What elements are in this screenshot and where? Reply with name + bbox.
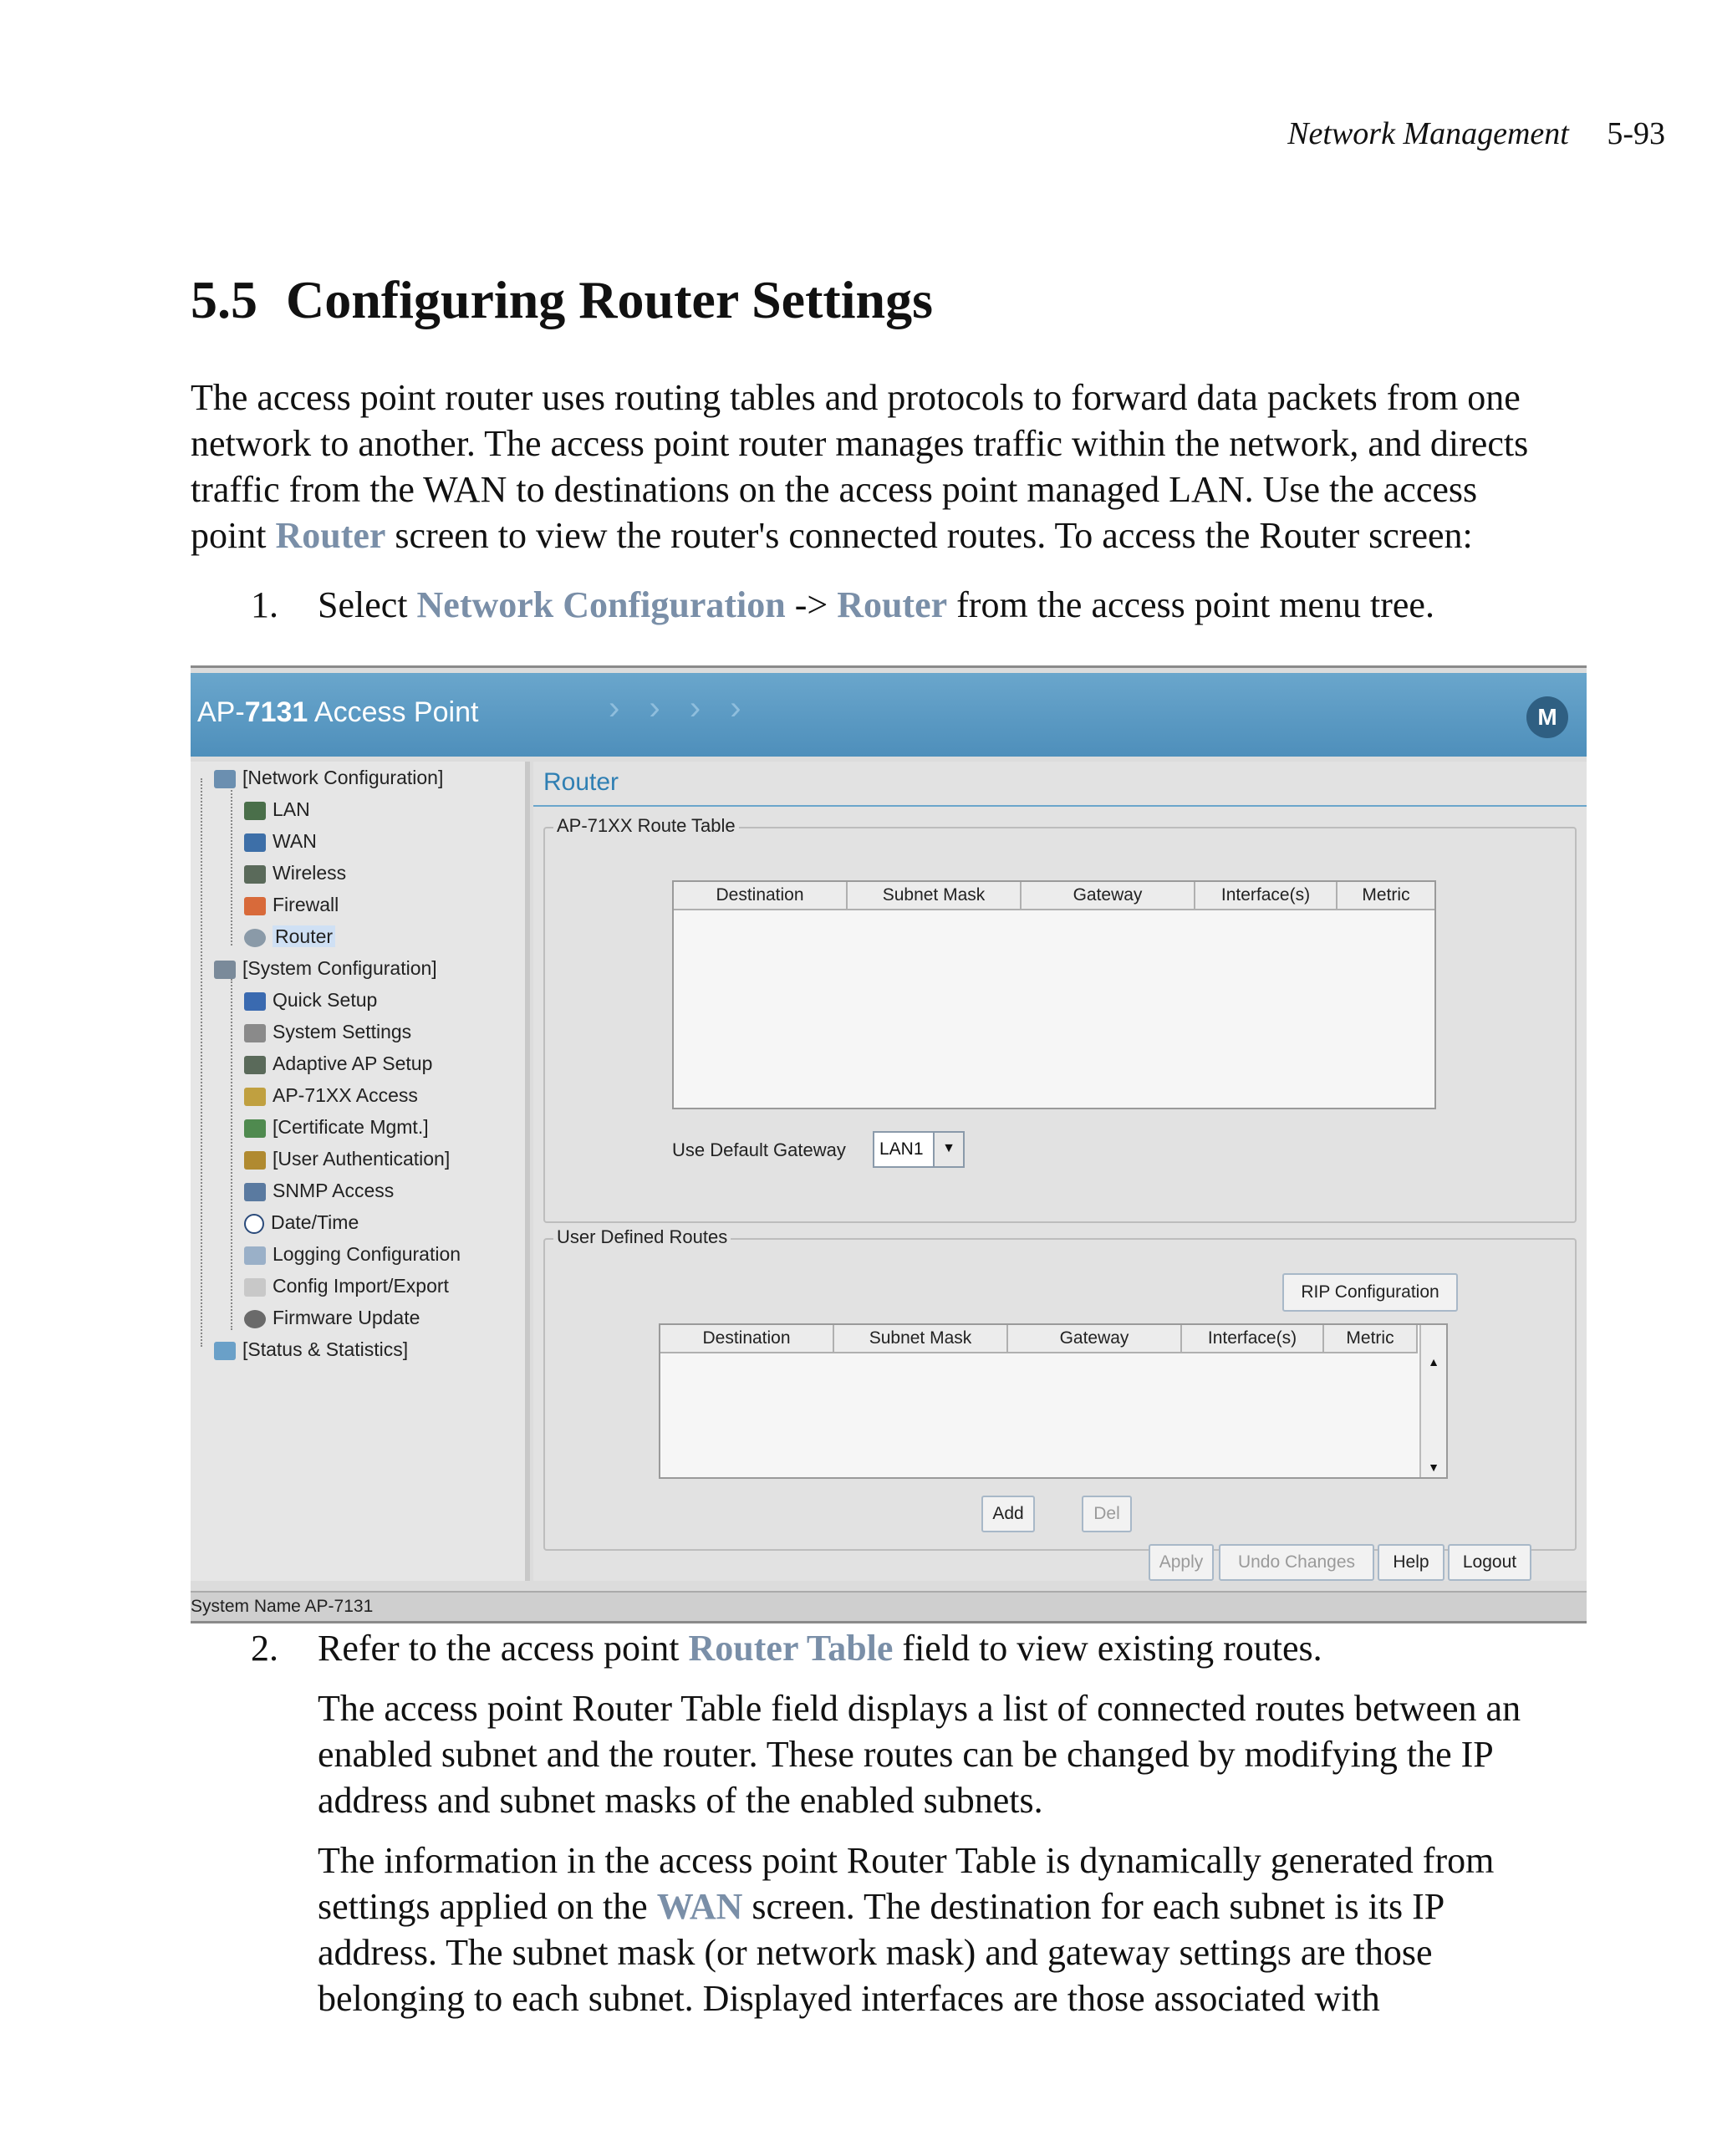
- arrow-icon: [244, 992, 266, 1011]
- menu-tree: [191, 762, 530, 1581]
- step-2-paragraph-2: [318, 1837, 1588, 2021]
- tree-node-firmware-update[interactable]: [244, 1307, 420, 1329]
- tree-node-router[interactable]: [244, 925, 335, 948]
- section-title: Configuring Router Settings: [286, 270, 933, 329]
- title-text: Access Point: [308, 696, 479, 728]
- default-gateway-label: Use Default Gateway: [672, 1139, 846, 1160]
- system-config-icon: [214, 961, 236, 979]
- tree-label: LAN: [273, 798, 310, 820]
- text-run: Refer to the access point: [318, 1628, 689, 1669]
- clock-icon: [244, 1214, 264, 1234]
- intro-paragraph: [191, 375, 1595, 558]
- paragraph-line: The access point Router Table field displays a list of connected routes between an: [318, 1688, 1521, 1729]
- step-2-paragraph-1: [318, 1685, 1588, 1823]
- text-run: field to view existing routes.: [893, 1628, 1322, 1669]
- certificate-icon: [244, 1119, 266, 1138]
- column-header[interactable]: Metric: [1338, 882, 1434, 910]
- tree-label: AP-71XX Access: [273, 1084, 418, 1106]
- user-auth-icon: [244, 1151, 266, 1170]
- tree-label: Router: [273, 925, 335, 947]
- network-icon: [214, 770, 236, 788]
- intro-line: The access point router uses routing tables and protocols to forward data packets from one: [191, 377, 1521, 418]
- section-heading: [191, 269, 933, 331]
- status-bar: System Name AP-7131: [191, 1591, 1587, 1621]
- tree-label: Firewall: [273, 894, 339, 915]
- app-title: [197, 696, 478, 729]
- tree-node-network-configuration[interactable]: [214, 767, 443, 789]
- tree-label: Firmware Update: [273, 1307, 420, 1328]
- tree-label: [Network Configuration]: [242, 767, 444, 788]
- tree-node-status-statistics[interactable]: [214, 1338, 408, 1361]
- intro-line: network to another. The access point router manages traffic within the network, and directs: [191, 423, 1529, 464]
- text-run: ->: [785, 584, 838, 625]
- paragraph-line: address. The subnet mask (or network mask) and gateway settings are those: [318, 1932, 1433, 1973]
- column-header[interactable]: Metric: [1324, 1325, 1418, 1353]
- tree-label: Config Import/Export: [273, 1275, 449, 1297]
- tree-node-quick-setup[interactable]: [244, 989, 377, 1012]
- user-routes-table: [659, 1323, 1448, 1479]
- tree-label: [System Configuration]: [242, 957, 437, 979]
- group-label: AP-71XX Route Table: [553, 815, 739, 837]
- tree-node-adaptive-ap-setup[interactable]: [244, 1053, 432, 1075]
- column-header[interactable]: Gateway: [1022, 882, 1195, 910]
- tree-node-wireless[interactable]: [244, 862, 346, 884]
- paragraph-line: address and subnet masks of the enabled subnets.: [318, 1780, 1043, 1821]
- router-link[interactable]: Router: [837, 584, 948, 625]
- tree-label: [Status & Statistics]: [242, 1338, 409, 1360]
- settings-icon: [244, 1024, 266, 1042]
- rip-configuration-button[interactable]: RIP Configuration: [1282, 1273, 1458, 1312]
- section-name: Network Management: [1287, 116, 1569, 151]
- tree-line: [231, 787, 232, 945]
- help-button[interactable]: Help: [1378, 1544, 1444, 1581]
- column-header[interactable]: Destination: [660, 1325, 834, 1353]
- router-screenshot: [191, 665, 1587, 1623]
- tree-node-firewall[interactable]: [244, 894, 339, 916]
- log-icon: [244, 1246, 266, 1265]
- gear-icon: [244, 1310, 266, 1328]
- key-icon: [244, 1088, 266, 1106]
- page-header: [1287, 115, 1665, 152]
- undo-changes-button[interactable]: Undo Changes: [1219, 1544, 1374, 1581]
- delete-button[interactable]: Del: [1082, 1496, 1132, 1532]
- title-underline: [533, 805, 1587, 807]
- add-button[interactable]: Add: [981, 1496, 1035, 1532]
- tree-label: System Settings: [273, 1021, 412, 1042]
- router-panel: [533, 762, 1587, 1581]
- network-configuration-link[interactable]: Network Configuration: [416, 584, 786, 625]
- statistics-icon: [214, 1342, 236, 1360]
- step-number: 2.: [251, 1628, 278, 1669]
- tree-node-certificate-mgmt[interactable]: [244, 1116, 429, 1139]
- tree-node-snmp-access[interactable]: [244, 1180, 394, 1202]
- paragraph-line: The information in the access point Router Table is dynamically generated from: [318, 1840, 1495, 1881]
- tree-label: SNMP Access: [273, 1180, 395, 1201]
- tree-label: WAN: [273, 830, 317, 852]
- tree-node-wan[interactable]: [244, 830, 317, 853]
- firewall-icon: [244, 897, 266, 915]
- snmp-icon: [244, 1183, 266, 1201]
- tree-node-config-import-export[interactable]: [244, 1275, 449, 1297]
- logout-button[interactable]: Logout: [1448, 1544, 1531, 1581]
- tree-label: Adaptive AP Setup: [273, 1053, 433, 1074]
- tree-label: Quick Setup: [273, 989, 378, 1011]
- paragraph-line: belonging to each subnet. Displayed interfaces are those associated with: [318, 1978, 1380, 2019]
- tree-node-lan[interactable]: [244, 798, 310, 821]
- step-2: [251, 1625, 1322, 1671]
- scroll-down-icon[interactable]: ▼: [1428, 1460, 1439, 1474]
- page-number: 5-93: [1607, 116, 1665, 151]
- intro-line: traffic from the WAN to destinations on the access point managed LAN. Use the access: [191, 469, 1478, 510]
- tree-line: [201, 778, 202, 1347]
- chevron-down-icon[interactable]: ▼: [933, 1133, 963, 1166]
- tree-label: Date/Time: [271, 1211, 359, 1233]
- user-routes-group: [543, 1226, 1577, 1551]
- intro-line: [191, 512, 1595, 558]
- column-header[interactable]: Interface(s): [1182, 1325, 1324, 1353]
- wan-link[interactable]: WAN: [656, 1886, 743, 1927]
- paragraph-line: enabled subnet and the router. These routes can be changed by modifying the IP: [318, 1734, 1494, 1775]
- route-table-group: [543, 815, 1577, 1223]
- tree-node-ap-access[interactable]: [244, 1084, 418, 1107]
- scroll-up-icon[interactable]: ▲: [1428, 1355, 1439, 1369]
- text-run: screen to view the router's connected routes. To access the Router screen:: [385, 515, 1473, 556]
- text-run: settings applied on the: [318, 1886, 657, 1927]
- app-banner: [191, 673, 1587, 757]
- tree-label: Logging Configuration: [273, 1243, 461, 1265]
- wireless-icon: [244, 865, 266, 884]
- tree-line: [231, 979, 232, 1330]
- lan-icon: [244, 802, 266, 820]
- text-run: Select: [318, 584, 417, 625]
- tree-label: [Certificate Mgmt.]: [273, 1116, 429, 1138]
- section-number: 5.5: [191, 270, 257, 329]
- adaptive-ap-icon: [244, 1056, 266, 1074]
- column-header[interactable]: Subnet Mask: [848, 882, 1022, 910]
- title-text: AP-: [197, 696, 245, 728]
- router-link[interactable]: Router: [275, 515, 386, 556]
- default-gateway-select[interactable]: [873, 1131, 965, 1168]
- group-label: User Defined Routes: [553, 1226, 731, 1248]
- text-run: point: [191, 515, 276, 556]
- tree-node-user-authentication[interactable]: [244, 1148, 450, 1170]
- title-model: 7131: [244, 696, 308, 728]
- paragraph-line: [318, 1883, 1588, 1929]
- panel-title: Router: [543, 768, 619, 796]
- column-header[interactable]: Subnet Mask: [834, 1325, 1008, 1353]
- step-1: [251, 582, 1434, 628]
- column-header[interactable]: Gateway: [1008, 1325, 1182, 1353]
- tree-node-system-configuration[interactable]: [214, 957, 437, 980]
- motorola-logo: M: [1526, 696, 1568, 738]
- text-run: from the access point menu tree.: [947, 584, 1434, 625]
- tree-node-date-time[interactable]: [244, 1211, 359, 1234]
- scrollbar[interactable]: [1419, 1325, 1446, 1477]
- column-header[interactable]: Interface(s): [1195, 882, 1338, 910]
- import-export-icon: [244, 1278, 266, 1297]
- tree-node-logging-configuration[interactable]: [244, 1243, 461, 1266]
- text-run: screen. The destination for each subnet is its IP: [742, 1886, 1445, 1927]
- tree-label: [User Authentication]: [273, 1148, 451, 1170]
- wan-icon: [244, 833, 266, 852]
- tree-node-system-settings[interactable]: [244, 1021, 411, 1043]
- select-value: LAN1: [879, 1139, 924, 1159]
- router-table-link[interactable]: Router Table: [688, 1628, 894, 1669]
- router-icon: [244, 929, 266, 947]
- column-header[interactable]: Destination: [674, 882, 848, 910]
- apply-button[interactable]: Apply: [1149, 1544, 1214, 1581]
- route-table: [672, 880, 1436, 1109]
- decorative-arrows-icon: › › › ›: [609, 690, 752, 726]
- tree-label: Wireless: [273, 862, 347, 884]
- step-number: 1.: [251, 584, 278, 625]
